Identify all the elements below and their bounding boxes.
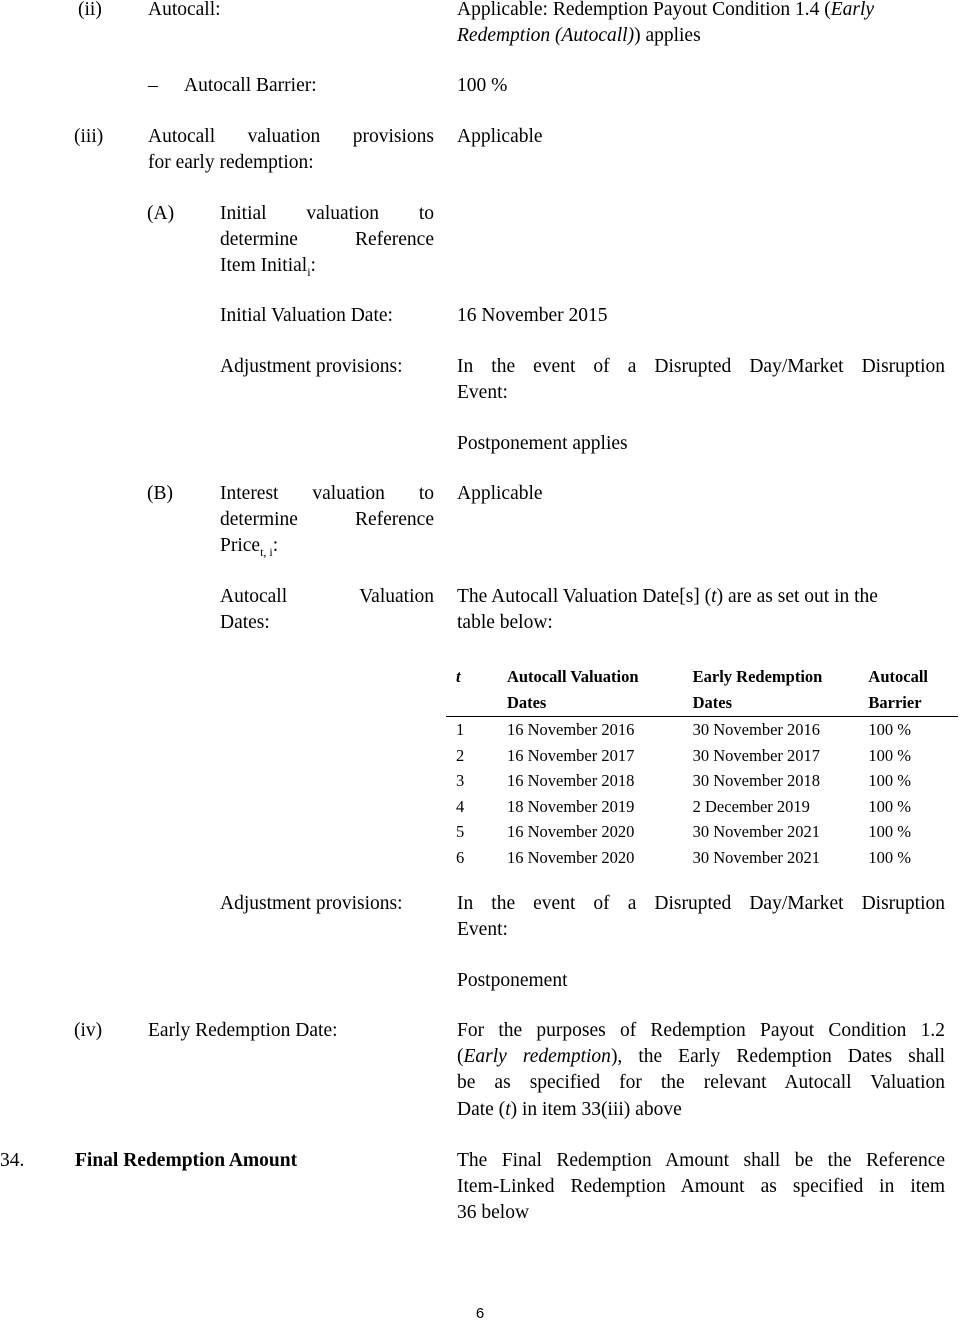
table-row: [446, 743, 958, 769]
sub-b-letter: (B): [147, 483, 173, 504]
table-cell-early-redemption-date: 30 November 2018: [692, 771, 821, 791]
table-cell-valuation-date: 16 November 2017: [506, 745, 635, 765]
table-cell-early-redemption-date: 30 November 2017: [692, 745, 821, 765]
item-iv-label: Early Redemption Date:: [148, 1020, 338, 1041]
table-cell-valuation-date: 16 November 2018: [506, 771, 635, 791]
autocall-barrier-value: 100 %: [457, 75, 508, 96]
item-iii-number: (iii): [74, 126, 104, 147]
item-iv-value-line1: For the purposes of Redemption Payout Condition 1.2: [457, 1020, 945, 1041]
sub-a-label-line1: Initial valuation to: [220, 203, 434, 224]
table-row: [446, 819, 958, 845]
table-row: [446, 794, 958, 820]
table-cell-early-redemption-date: 30 November 2021: [692, 847, 821, 867]
item-ii-value-line1: Applicable: Redemption Payout Condition 1.4 (Early: [457, 0, 875, 20]
item-34-value-line1: The Final Redemption Amount shall be the Reference: [457, 1150, 945, 1171]
sub-a-label-line3: Item Initial$_i$:: [220, 255, 316, 279]
sub-a-adjustment-value-line1: In the event of a Disrupted Day/Market Disruption: [457, 356, 945, 377]
item-34-value-line2: Item-Linked Redemption Amount as specified in item: [457, 1176, 945, 1197]
sub-a-letter: (A): [147, 203, 175, 224]
table-cell-early-redemption-date: 2 December 2019: [692, 796, 810, 816]
item-34-label: Final Redemption Amount: [75, 1150, 298, 1171]
item-iii-label-line1: Autocall valuation provisions: [148, 126, 434, 147]
table-cell-early-redemption-date: 30 November 2016: [692, 720, 821, 739]
autocall-valuation-dates-value-line1: The Autocall Valuation Date[s] (t) are as set out in the: [457, 586, 878, 607]
autocall-valuation-dates-label-line2: Dates:: [220, 612, 270, 633]
item-ii-number: (ii): [78, 0, 102, 20]
item-iv-value-line4: Date (t) in item 33(iii) above: [457, 1099, 682, 1120]
table-cell-t: 1: [456, 720, 465, 739]
autocall-valuation-dates-value-line2: table below:: [457, 612, 553, 633]
sub-b-adjustment-value-line2: Event:: [457, 919, 508, 940]
item-iv-number: (iv): [74, 1020, 103, 1041]
sub-b-adjustment-value-line1: In the event of a Disrupted Day/Market Disruption: [457, 893, 945, 914]
table-cell-valuation-date: 16 November 2020: [506, 822, 635, 842]
item-ii-value-line2: Redemption (Autocall)) applies: [457, 25, 701, 46]
sub-a-adjustment-value-line3: Postponement applies: [457, 433, 628, 454]
table-cell-valuation-date: 16 November 2016: [506, 720, 635, 739]
autocall-schedule-table: [446, 664, 958, 871]
table-cell-valuation-date: 18 November 2019: [506, 796, 635, 816]
table-row: [446, 768, 958, 794]
table-cell-barrier: 100 %: [868, 745, 912, 765]
autocall-barrier-dash: –: [148, 75, 158, 96]
initial-valuation-date-label: Initial Valuation Date:: [220, 305, 393, 326]
table-cell-barrier: 100 %: [868, 771, 912, 791]
sub-b-label-line2: determine Reference: [220, 509, 434, 530]
table-cell-t: 2: [456, 745, 465, 765]
page-number: 6: [475, 1305, 485, 1322]
table-cell-t: 6: [456, 847, 465, 867]
sub-b-label-line3: Price$_{t, i}$:: [220, 535, 279, 559]
sub-b-adjustment-label: Adjustment provisions:: [220, 893, 403, 914]
table-row: [446, 845, 958, 871]
table-header-valuation-dates: Autocall Valuation Dates: [506, 667, 639, 712]
table-cell-barrier: 100 %: [868, 720, 912, 739]
table-cell-t: 3: [456, 771, 465, 791]
table-row: [446, 717, 958, 743]
table-cell-valuation-date: 16 November 2020: [506, 847, 635, 867]
item-iii-label-line2: for early redemption:: [148, 152, 314, 173]
table-header-autocall-barrier: Autocall Barrier: [868, 667, 928, 712]
table-cell-barrier: 100 %: [868, 822, 912, 842]
item-34-number: 34.: [0, 1150, 25, 1171]
sub-a-adjustment-label: Adjustment provisions:: [220, 356, 403, 377]
table-cell-t: 4: [456, 796, 465, 816]
sub-b-adjustment-value-line3: Postponement: [457, 970, 568, 991]
sub-a-label-line2: determine Reference: [220, 229, 434, 250]
item-ii-label: Autocall:: [148, 0, 221, 20]
initial-valuation-date-value: 16 November 2015: [457, 305, 608, 326]
sub-b-value: Applicable: [457, 483, 543, 504]
table-header-row: [446, 664, 958, 717]
item-iv-value-line3: be as specified for the relevant Autocall Valuation: [457, 1072, 945, 1093]
table-cell-t: 5: [456, 822, 465, 842]
table-cell-early-redemption-date: 30 November 2021: [692, 822, 821, 842]
table-cell-barrier: 100 %: [868, 847, 912, 867]
autocall-valuation-dates-label-line1: Autocall Valuation: [220, 586, 434, 607]
item-iii-value: Applicable: [457, 126, 543, 147]
table-header-t: t: [456, 667, 461, 686]
sub-b-label-line1: Interest valuation to: [220, 483, 434, 504]
table-header-early-redemption-dates: Early Redemption Dates: [692, 667, 823, 712]
sub-a-adjustment-value-line2: Event:: [457, 382, 508, 403]
item-34-value-line3: 36 below: [457, 1202, 530, 1223]
autocall-barrier-label: Autocall Barrier:: [184, 75, 317, 96]
table-cell-barrier: 100 %: [868, 796, 912, 816]
item-iv-value-line2: (Early redemption), the Early Redemption Dates shall: [457, 1046, 945, 1067]
